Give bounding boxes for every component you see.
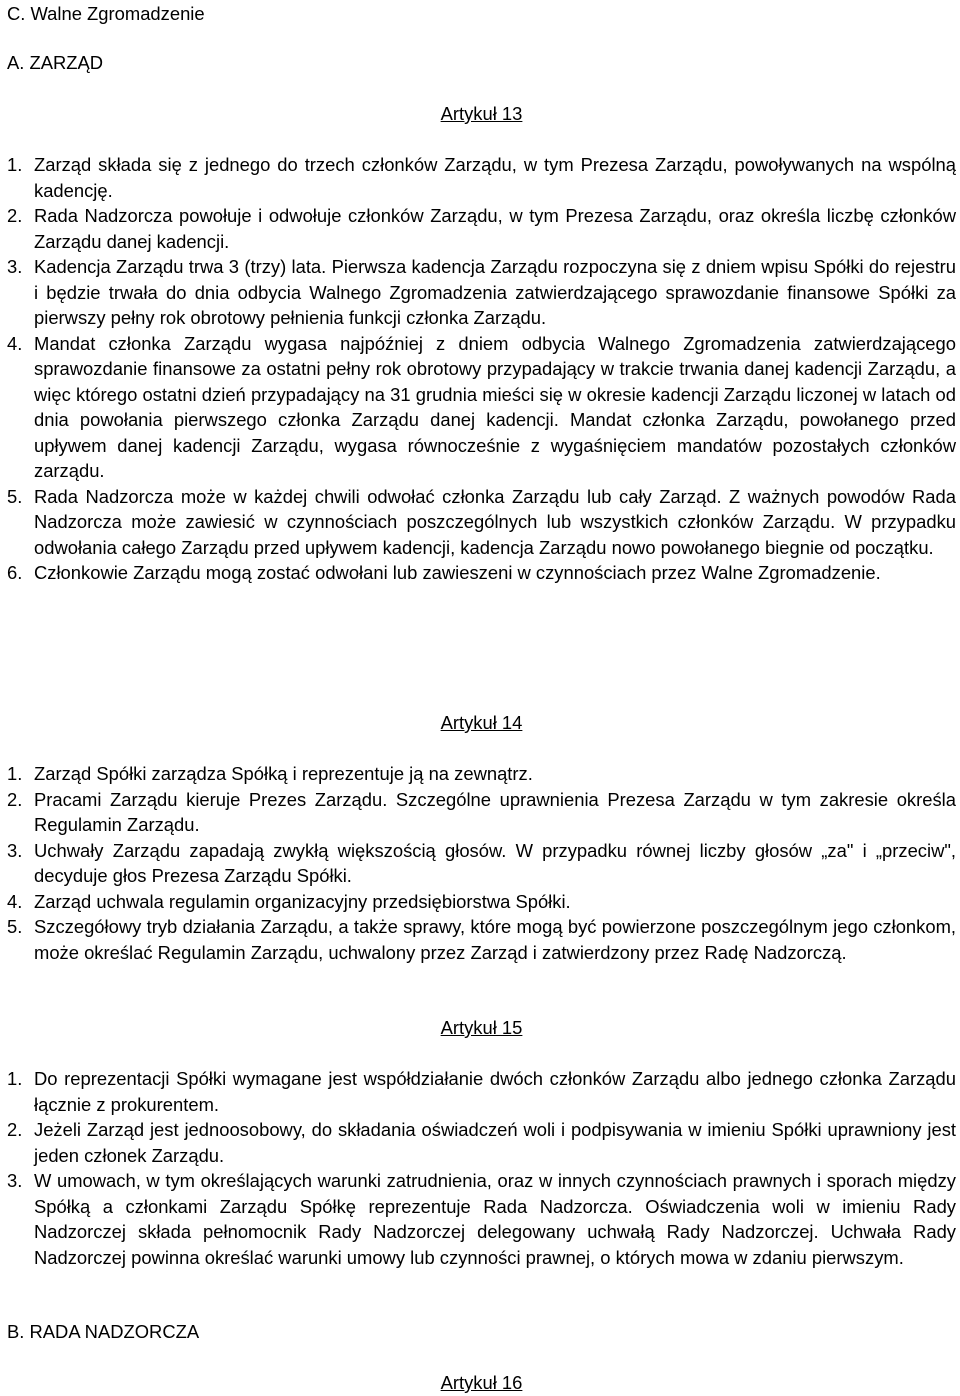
item-text: Do reprezentacji Spółki wymagane jest współdziałanie dwóch członków Zarządu albo jednego członka Zarządu łącznie z prokurentem. [34, 1068, 956, 1115]
list-item [7, 914, 956, 965]
list-item [7, 889, 956, 915]
list-item [7, 1117, 956, 1168]
item-text: Kadencja Zarządu trwa 3 (trzy) lata. Pierwsza kadencja Zarządu rozpoczyna się z dniem wpisu Spółki do rejestru i będzie trwała do dnia odbycia Walnego Zgromadzenia zatwierdzającego sprawozdanie finansowe Spółki za pierwszy pełny rok obrotowy pełnienia funkcji członka Zarządu. [34, 256, 956, 328]
item-number: 2. [7, 205, 23, 226]
list-item [7, 787, 956, 838]
item-text: Szczegółowy tryb działania Zarządu, a także sprawy, które mogą być powierzone poszczególnym jego członkom, może określać Regulamin Zarządu, uchwalony przez Zarząd i zatwierdzony przez Radę Nadzorczą. [34, 916, 956, 963]
item-number: 1. [7, 763, 23, 784]
list-item [7, 152, 956, 203]
item-number: 2. [7, 1119, 23, 1140]
item-number: 3. [7, 256, 23, 277]
list-item [7, 838, 956, 889]
list-item [7, 560, 956, 586]
item-number: 3. [7, 1170, 23, 1191]
list-item [7, 331, 956, 484]
list-item [7, 1168, 956, 1270]
article-15-list [7, 1066, 956, 1270]
article-14-title: Artykuł 14 [440, 712, 523, 733]
list-item [7, 484, 956, 561]
list-item [7, 1066, 956, 1117]
list-item [7, 254, 956, 331]
item-text: Zarząd Spółki zarządza Spółką i reprezentuje ją na zewnątrz. [34, 763, 533, 784]
list-item [7, 203, 956, 254]
article-14-list [7, 761, 956, 965]
article-13-title: Artykuł 13 [440, 103, 523, 124]
section-heading-a: A. ZARZĄD [7, 52, 104, 73]
item-text: Rada Nadzorcza powołuje i odwołuje członków Zarządu, w tym Prezesa Zarządu, oraz określa liczbę członków Zarządu danej kadencji. [34, 205, 956, 252]
item-number: 1. [7, 1068, 23, 1089]
article-15-title: Artykuł 15 [440, 1017, 523, 1038]
item-number: 6. [7, 562, 23, 583]
article-16-title: Artykuł 16 [440, 1372, 523, 1393]
item-number: 2. [7, 788, 23, 810]
item-number: 5. [7, 916, 23, 937]
item-text: Pracami Zarządu kieruje Prezes Zarządu. Szczególne uprawnienia Prezesa Zarządu w tym zakresie określa Regulamin Zarządu. [34, 788, 956, 835]
item-text: Uchwały Zarządu zapadają zwykłą większością głosów. W przypadku równej liczby głosów „za" i „przeciw", decyduje głos Prezesa Zarządu Spółki. [34, 839, 956, 886]
item-number: 5. [7, 485, 23, 507]
item-number: 3. [7, 839, 23, 861]
item-text: W umowach, w tym określających warunki zatrudnienia, oraz w innych czynnościach prawnych i sporach między Spółką a członkami Zarządu Spółkę reprezentuje Rada Nadzorcza. Oświadczenia woli w imieniu Rady Nadzorczej składa pełnomocnik Rady Nadzorczej delegowany uchwałą Rady Nadzorczej. Uchwała Rady Nadzorczej powinna określać warunki umowy lub czynności prawnej, o których mowa w zdaniu pierwszym. [34, 1170, 956, 1268]
item-text: Rada Nadzorcza może w każdej chwili odwołać członka Zarządu lub cały Zarząd. Z ważnych powodów Rada Nadzorcza może zawiesić w czynnościach poszczególnych lub wszystkich członków Zarządu. W przypadku odwołania całego Zarządu przed upływem kadencji, kadencja Zarządu nowo powołanego biegnie od początku. [34, 485, 956, 558]
item-text: Mandat członka Zarządu wygasa najpóźniej z dniem odbycia Walnego Zgromadzenia zatwierdzającego sprawozdanie finansowe za ostatni pełny rok obrotowy przypadający w trakcie trwania danej kadencji Zarządu, a więc którego ostatni dzień przypadający na 31 grudnia mieści się w okresie kadencji Zarządu liczonej w latach od dnia powołania pierwszego członka Zarządu danej kadencji. Mandat członka Zarządu, powołanego przed upływem danej kadencji Zarządu, wygasa równocześnie z wygaśnięciem mandatów pozostałych członków zarządu. [34, 332, 956, 481]
list-item [7, 761, 956, 787]
item-text: Jeżeli Zarząd jest jednoosobowy, do składania oświadczeń woli i podpisywania w imieniu Spółki uprawniony jest jeden członek Zarządu. [34, 1119, 956, 1166]
item-number: 4. [7, 332, 23, 354]
section-heading-b: B. RADA NADZORCZA [7, 1321, 200, 1342]
item-number: 4. [7, 890, 23, 912]
item-text: Zarząd uchwala regulamin organizacyjny przedsiębiorstwa Spółki. [34, 890, 571, 912]
item-text: Zarząd składa się z jednego do trzech członków Zarządu, w tym Prezesa Zarządu, powoływanych na wspólną kadencję. [34, 154, 956, 201]
section-heading-c: C. Walne Zgromadzenie [7, 3, 205, 24]
article-13-list [7, 152, 956, 586]
item-number: 1. [7, 154, 23, 175]
item-text: Członkowie Zarządu mogą zostać odwołani lub zawieszeni w czynnościach przez Walne Zgromadzenie. [34, 562, 881, 583]
